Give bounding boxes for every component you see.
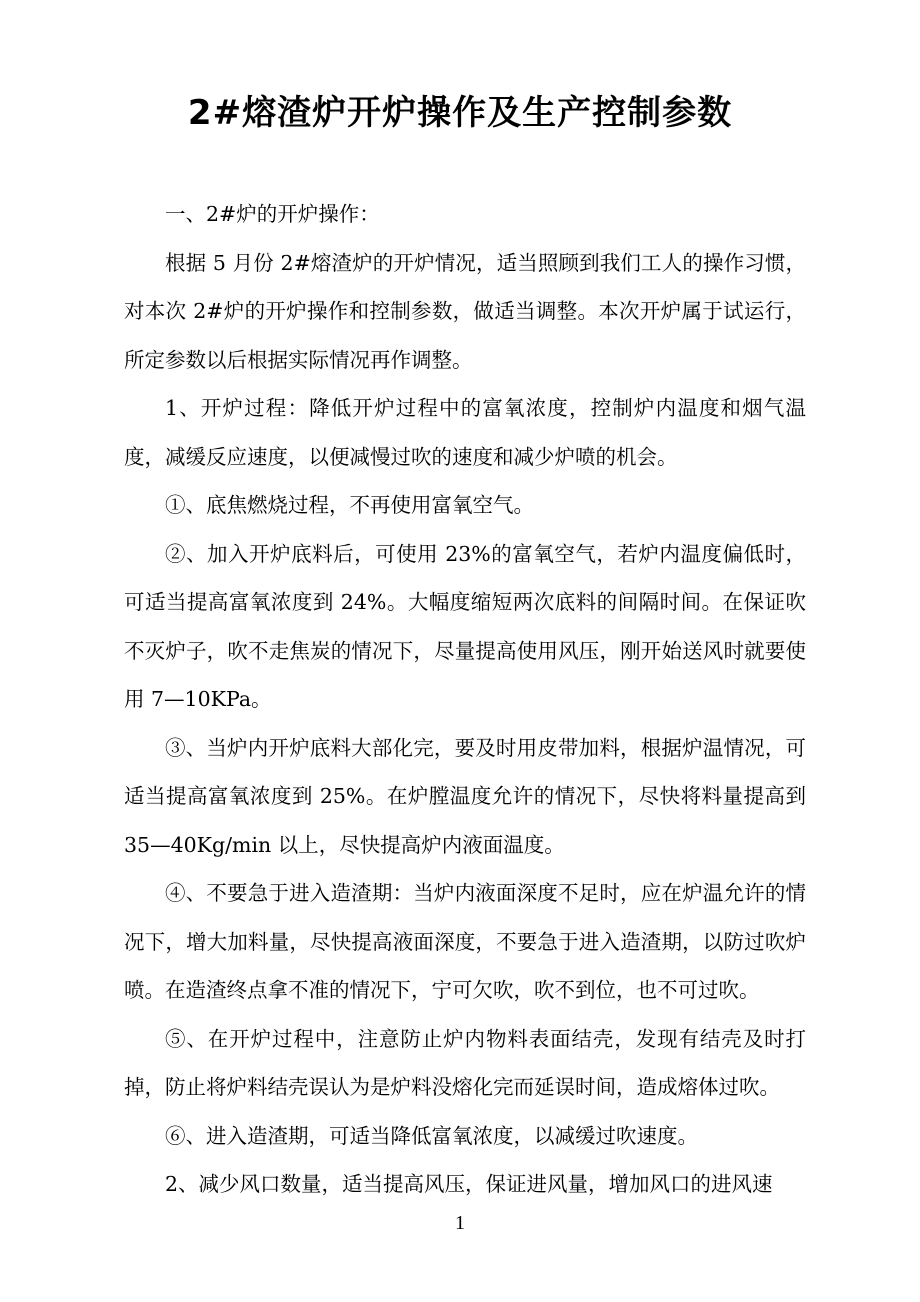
paragraph: 根据 5 月份 2#熔渣炉的开炉情况，适当照顾到我们工人的操作习惯，对本次 2#炉的开炉操作和控制参数，做适当调整。本次开炉属于试运行，所定参数以后根据实际情况再作调整。 [124, 250, 806, 372]
paragraph: ③、当炉内开炉底料大部化完，要及时用皮带加料，根据炉温情况，可适当提高富氧浓度到 25%。在炉膛温度允许的情况下，尽快将料量提高到 35—40Kg/min 以上，尽快提高炉内液面温度。 [124, 735, 806, 857]
page-number: 1 [455, 1212, 465, 1234]
document-body [124, 190, 806, 1209]
document-title: 2#熔渣炉开炉操作及生产控制参数 [187, 93, 733, 133]
paragraph: ⑤、在开炉过程中，注意防止炉内物料表面结壳，发现有结壳及时打掉，防止将炉料结壳误认为是炉料没熔化完而延误时间，造成熔体过吹。 [124, 1026, 806, 1099]
paragraph: ②、加入开炉底料后，可使用 23%的富氧空气，若炉内温度偏低时，可适当提高富氧浓度到 24%。大幅度缩短两次底料的间隔时间。在保证吹不灭炉子，吹不走焦炭的情况下，尽量提高使用风压，刚开始送风时就要使用 7—10KPa。 [124, 541, 806, 711]
paragraph: ⑥、进入造渣期，可适当降低富氧浓度，以减缓过吹速度。 [165, 1123, 698, 1148]
section-heading: 一、2#炉的开炉操作： [165, 202, 380, 226]
paragraph: 1、开炉过程：降低开炉过程中的富氧浓度，控制炉内温度和烟气温度，减缓反应速度，以便减慢过吹的速度和减少炉喷的机会。 [124, 396, 806, 469]
paragraph: ①、底焦燃烧过程，不再使用富氧空气。 [165, 493, 534, 517]
paragraph: 2、减少风口数量，适当提高风压，保证进风量，增加风口的进风速 [165, 1172, 773, 1196]
paragraph: ④、不要急于进入造渣期：当炉内液面深度不足时，应在炉温允许的情况下，增大加料量，尽快提高液面深度，不要急于进入造渣期，以防过吹炉喷。在造渣终点拿不准的情况下，宁可欠吹，吹不到位，也不可过吹。 [124, 881, 806, 1002]
